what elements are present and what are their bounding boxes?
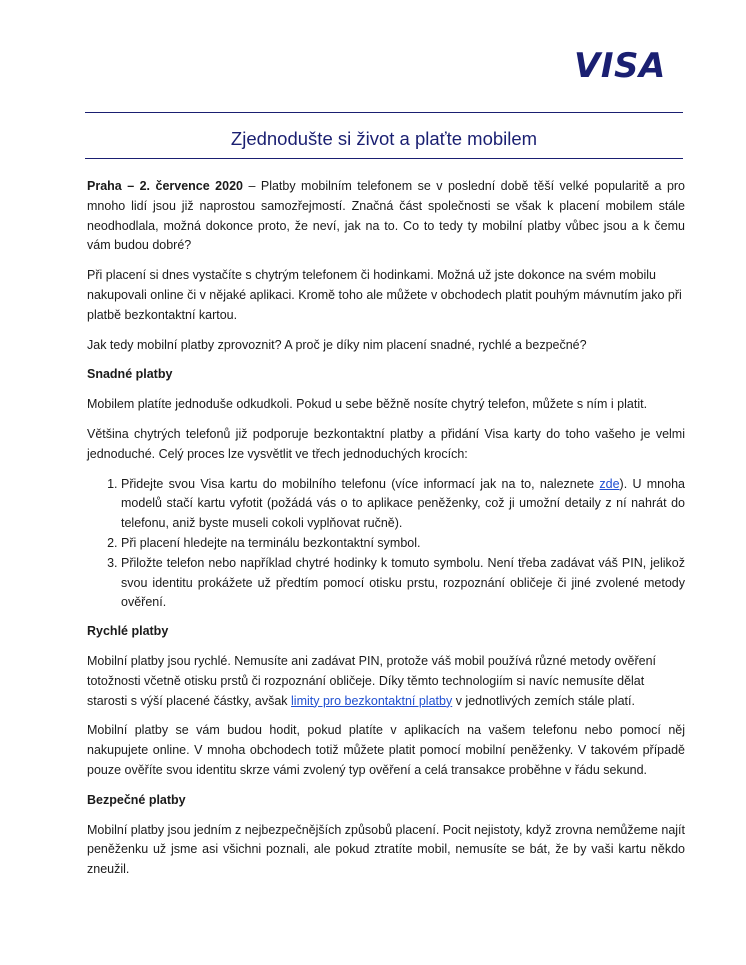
paragraph-3: Jak tedy mobilní platby zprovoznit? A proč je díky nim placení snadné, rychlé a bezpečné? [87,337,587,352]
link-zde[interactable]: zde [599,476,620,491]
heading-fast-payments: Rychlé platby [87,624,169,639]
step1-text: Přidejte svou Visa kartu do mobilního telefonu (více informací jak na to, naleznete [121,476,600,491]
secure-paragraph-1: Mobilní platby jsou jedním z nejbezpečnějších způsobů placení. Pocit nejistoty, když zrovna nemůžeme najít peněženku už jsme asi všichni poznali, ale pokud ztratíte mobil, nemusíte se bát, že by vaši kartu někdo zneužil. [87,822,686,877]
intro-text: – Platby mobilním telefonem se v poslední době těší velké popularitě a pro mnoho lidí jsou již naprostou samozřejmostí. Značná část společnosti se však k placení mobilem stále neodhodlala, možná dokonce proto, že neví, jak na to. Co to tedy ty mobilní platby vůbec jsou a k čemu vám budou dobré? [87,179,686,253]
list-item: 3. Přiložte telefon nebo například chytré hodinky k tomuto symbolu. Není třeba zadávat váš PIN, jelikož svou identitu prokážete už předtím pomocí otisku prstu, rozpoznání obličeje či jiné zvolené metody ověření. [121,554,685,613]
article-body [87,177,685,890]
steps-list [87,475,685,614]
easy-paragraph-1: Mobilem platíte jednoduše odkudkoli. Pokud u sebe běžně nosíte chytrý telefon, můžete s ním i platit. [87,397,648,412]
list-item [121,475,685,534]
dateline: Praha – 2. července 2020 [87,179,243,193]
page-title: Zjednodušte si život a plaťte mobilem [230,128,538,149]
heading-secure-payments: Bezpečné platby [87,792,186,807]
header-rule-top [85,112,683,113]
link-contactless-limits[interactable]: limity pro bezkontaktní platby [291,693,453,708]
fast-paragraph-2: Mobilní platby se vám budou hodit, pokud platíte v aplikacích na vašem telefonu nebo pomocí něj nakupujete online. V mnoha obchodech totiž můžete platit pomocí mobilní peněženky. V takovém případě pouze ověříte svou identitu skrze vámi zvolený typ ověření a celá transakce proběhne v řádu sekund. [87,723,685,777]
paragraph-2: Při placení si dnes vystačíte s chytrým telefonem či hodinkami. Možná už jste dokonce na svém mobilu nakupovali online či v nějaké aplikaci. Kromě toho ale můžete v obchodech platit pouhým mávnutím jako při platbě bezkontaktní kartou. [87,268,682,322]
fast-paragraph-1 [87,652,685,711]
heading-easy-payments: Snadné platby [87,367,173,382]
visa-logo: VISA [574,46,666,86]
list-item: 2. Při placení hledejte na terminálu bezkontaktní symbol. [121,534,685,554]
intro-paragraph [87,177,685,256]
easy-paragraph-2: Většina chytrých telefonů již podporuje bezkontaktní platby a přidání Visa karty do toho vašeho je velmi jednoduché. Celý proces lze vysvětlit ve třech jednoduchých krocích: [87,426,685,461]
fast-p1-text-end: v jednotlivých zemích stále platí. [452,693,635,708]
step1-text-end: ). U mnoha modelů stačí kartu vyfotit (požádá vás o to aplikace peněženky, což ji umožní detaily z ní nahrát do telefonu, aniž byste museli cokoli vyplňovat ručně). [121,476,685,531]
fast-p1-text: Mobilní platby jsou rychlé. Nemusíte ani zadávat PIN, protože váš mobil používá různé metody ověření totožnosti včetně otisku prstů či rozpoznání obličeje. Díky těmto technologiím si navíc nemusíte dělat starosti s výší placené částky, avšak [87,653,657,708]
header-rule-bottom [85,158,683,159]
